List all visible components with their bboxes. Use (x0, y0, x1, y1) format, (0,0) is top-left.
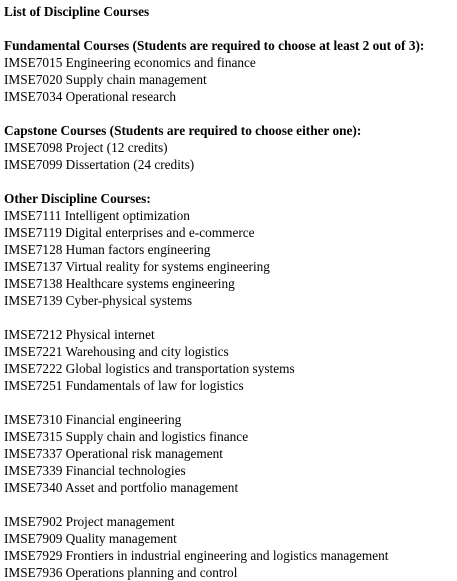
course-item: IMSE7340 Asset and portfolio management (4, 480, 239, 495)
course-item: IMSE7212 Physical internet (4, 327, 155, 342)
course-item: IMSE7339 Financial technologies (4, 463, 186, 478)
capstone-courses-section (4, 122, 457, 173)
course-item: IMSE7138 Healthcare systems engineering (4, 276, 235, 291)
course-item: IMSE7310 Financial engineering (4, 412, 182, 427)
course-group (4, 207, 457, 309)
course-item: IMSE7221 Warehousing and city logistics (4, 344, 229, 359)
course-item: IMSE7119 Digital enterprises and e-commerce (4, 225, 255, 240)
course-item: IMSE7015 Engineering economics and finance (4, 55, 256, 70)
document-title: List of Discipline Courses (4, 4, 150, 19)
course-item: IMSE7251 Fundamentals of law for logistics (4, 378, 244, 393)
course-item: IMSE7128 Human factors engineering (4, 242, 211, 257)
course-item: IMSE7034 Operational research (4, 89, 177, 104)
course-item: IMSE7909 Quality management (4, 531, 177, 546)
course-item: IMSE7315 Supply chain and logistics finance (4, 429, 249, 444)
course-item: IMSE7111 Intelligent optimization (4, 208, 190, 223)
course-item: IMSE7137 Virtual reality for systems engineering (4, 259, 270, 274)
course-item: IMSE7337 Operational risk management (4, 446, 223, 461)
course-item: IMSE7139 Cyber-physical systems (4, 293, 193, 308)
course-item: IMSE7098 Project (12 credits) (4, 140, 168, 155)
course-group (4, 411, 457, 496)
fundamental-courses-heading: Fundamental Courses (Students are required to choose at least 2 out of 3): (4, 38, 425, 53)
capstone-courses-heading: Capstone Courses (Students are required to choose either one): (4, 123, 362, 138)
course-item: IMSE7929 Frontiers in industrial engineering and logistics management (4, 548, 389, 563)
course-item: IMSE7020 Supply chain management (4, 72, 207, 87)
course-item: IMSE7902 Project management (4, 514, 175, 529)
course-item: IMSE7099 Dissertation (24 credits) (4, 157, 195, 172)
other-courses-heading: Other Discipline Courses: (4, 191, 151, 206)
course-group (4, 513, 457, 581)
fundamental-courses-section (4, 37, 457, 105)
other-courses-section (4, 190, 457, 581)
course-item: IMSE7222 Global logistics and transportation systems (4, 361, 295, 376)
course-item: IMSE7936 Operations planning and control (4, 565, 238, 580)
course-group (4, 326, 457, 394)
